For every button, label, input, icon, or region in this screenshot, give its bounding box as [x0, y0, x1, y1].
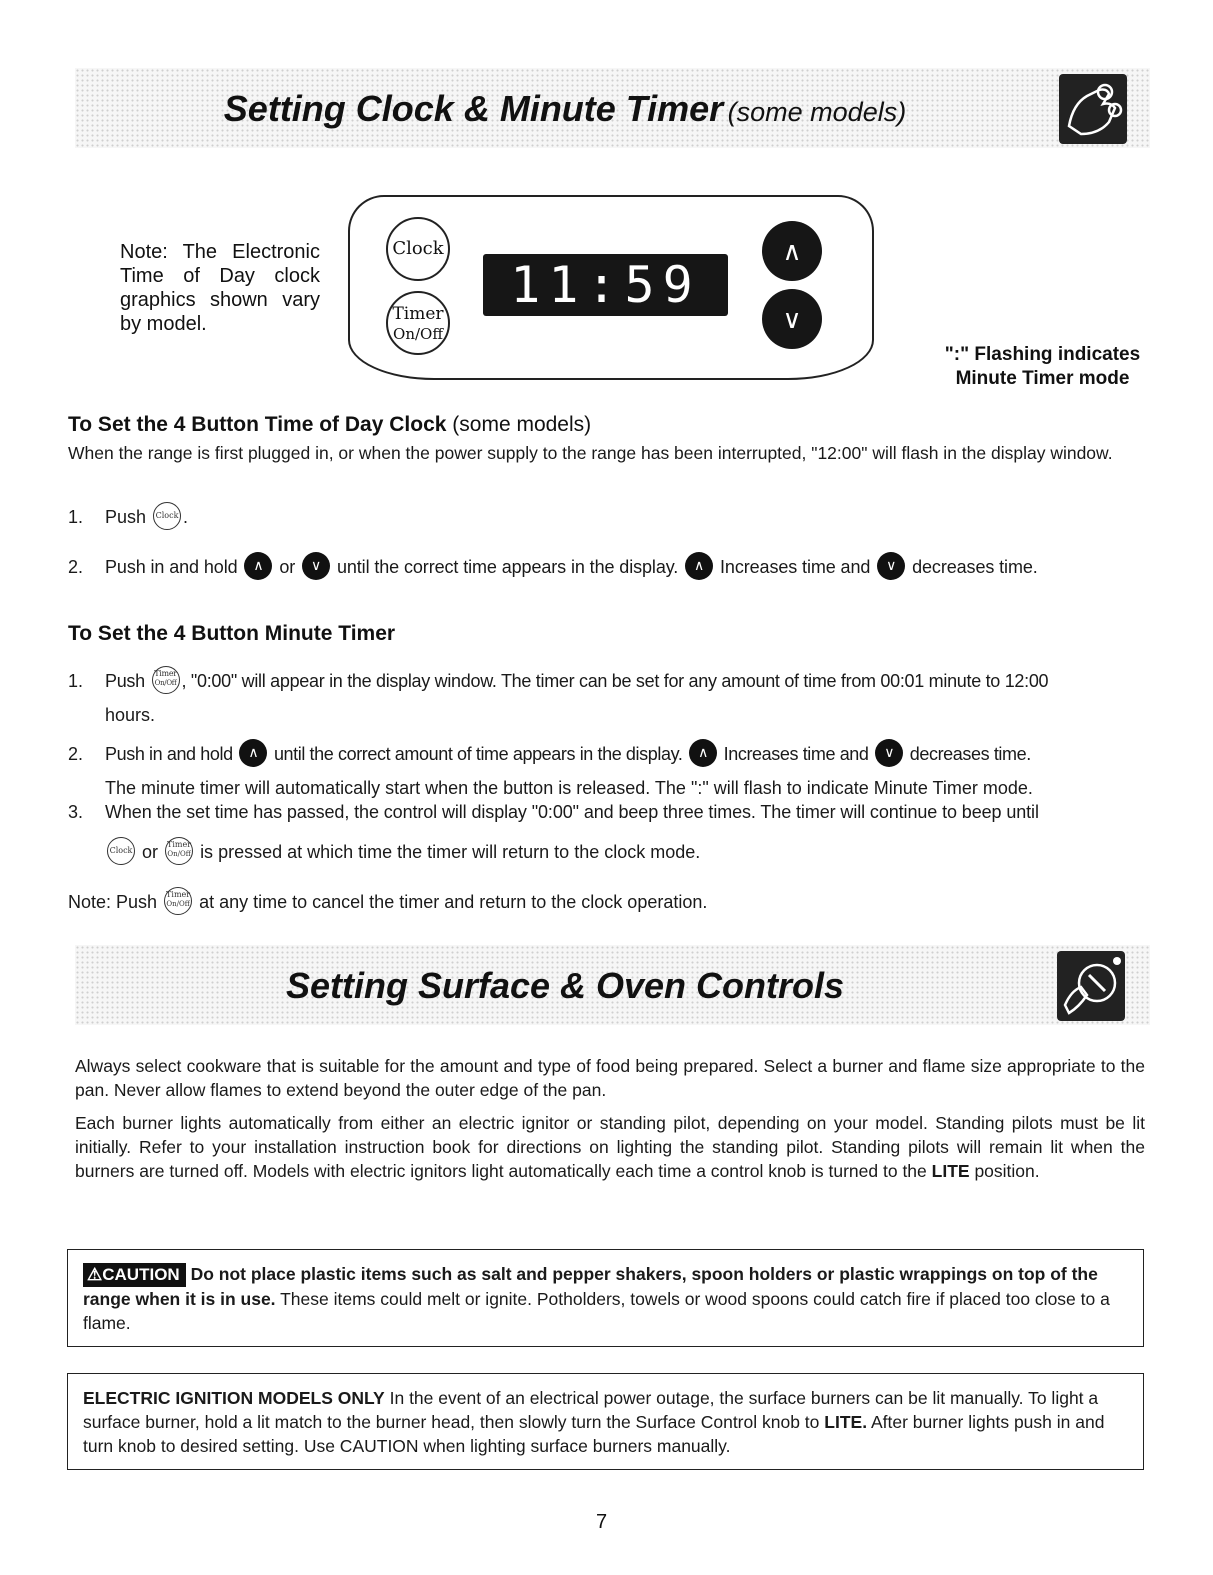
up-arrow-icon: ∧: [685, 552, 713, 580]
timer-button-icon: Timer On/Off: [164, 887, 192, 915]
clock-section-heading: To Set the 4 Button Time of Day Clock (some models): [68, 413, 592, 436]
timer-onoff-button: Timer On/Off: [386, 291, 450, 355]
flash-indicator-note: ":" Flashing indicates Minute Timer mode: [944, 344, 1141, 389]
timer-section-heading: To Set the 4 Button Minute Timer: [68, 622, 396, 645]
caution-badge: ⚠CAUTION: [83, 1263, 186, 1287]
section-banner-clock: [75, 68, 1150, 148]
up-arrow-icon: ∧: [239, 739, 267, 767]
down-arrow-button: [762, 289, 822, 349]
chevron-up-icon: ∧: [782, 236, 802, 266]
page-number: 7: [596, 1511, 608, 1533]
up-arrow-icon: ∧: [689, 739, 717, 767]
hand-pressing-button-icon: [1059, 74, 1127, 144]
clock-intro: When the range is first plugged in, or when the power supply to the range has been interrupted, "12:00" will flash in the display window.: [68, 443, 1113, 463]
timer-button-icon: Timer On/Off: [152, 666, 180, 694]
clock-button: Clock: [386, 217, 450, 281]
section-banner-controls: [75, 945, 1150, 1025]
down-arrow-icon: ∨: [875, 739, 903, 767]
caution-box: ⚠CAUTION Do not place plastic items such as salt and pepper shakers, spoon holders or plastic wrappings on top of the range when it is in use. These items could melt or ignite. Potholders, towels or wood spoons could catch fire if placed too close to a flame.: [67, 1249, 1144, 1347]
hand-turning-knob-icon: [1057, 951, 1125, 1021]
time-display: 11:59: [483, 254, 728, 316]
ignition-paragraph: Each burner lights automatically from either an electric ignitor or standing pilot, depending on your model. Standing pilots must be lit initially. Refer to your installation instruction book for directions on lighting the standing pilot. Standing pilots will remain lit when the burners are turned off. Models with electric ignitors light automatically each time a control knob is turned to the LITE position.: [75, 1113, 1145, 1181]
down-arrow-icon: ∨: [877, 552, 905, 580]
clock-button-icon: Clock: [153, 502, 181, 530]
timer-cancel-note: Note: Push Timer On/Off at any time to cancel the timer and return to the clock operation.: [68, 889, 1148, 917]
cookware-paragraph: Always select cookware that is suitable for the amount and type of food being prepared. Select a burner and flame size appropriate to the pan. Never allow flames to extend beyond the outer edge of the pan.: [75, 1056, 1145, 1100]
warning-triangle-icon: ⚠: [87, 1265, 103, 1284]
down-arrow-icon: ∨: [302, 552, 330, 580]
chevron-down-icon: ∨: [782, 304, 802, 334]
section-title-controls: Setting Surface & Oven Controls: [285, 965, 845, 1006]
graphics-note: Note: The Electronic Time of Day clock graphics shown vary by model.: [120, 241, 320, 335]
clock-button-icon: Clock: [107, 837, 135, 865]
control-panel-illustration: [348, 195, 874, 380]
section-title-clock: Setting Clock & Minute Timer (some models): [223, 88, 907, 129]
up-arrow-icon: ∧: [244, 552, 272, 580]
up-arrow-button: [762, 221, 822, 281]
timer-button-icon: Timer On/Off: [165, 837, 193, 865]
electric-ignition-box: ELECTRIC IGNITION MODELS ONLY In the event of an electrical power outage, the surface burners can be lit manually. To light a surface burner, hold a lit match to the burner head, then slowly turn the Surface Control knob to LITE. After burner lights push in and turn knob to desired setting. Use CAUTION when lighting surface burners manually.: [67, 1373, 1144, 1470]
